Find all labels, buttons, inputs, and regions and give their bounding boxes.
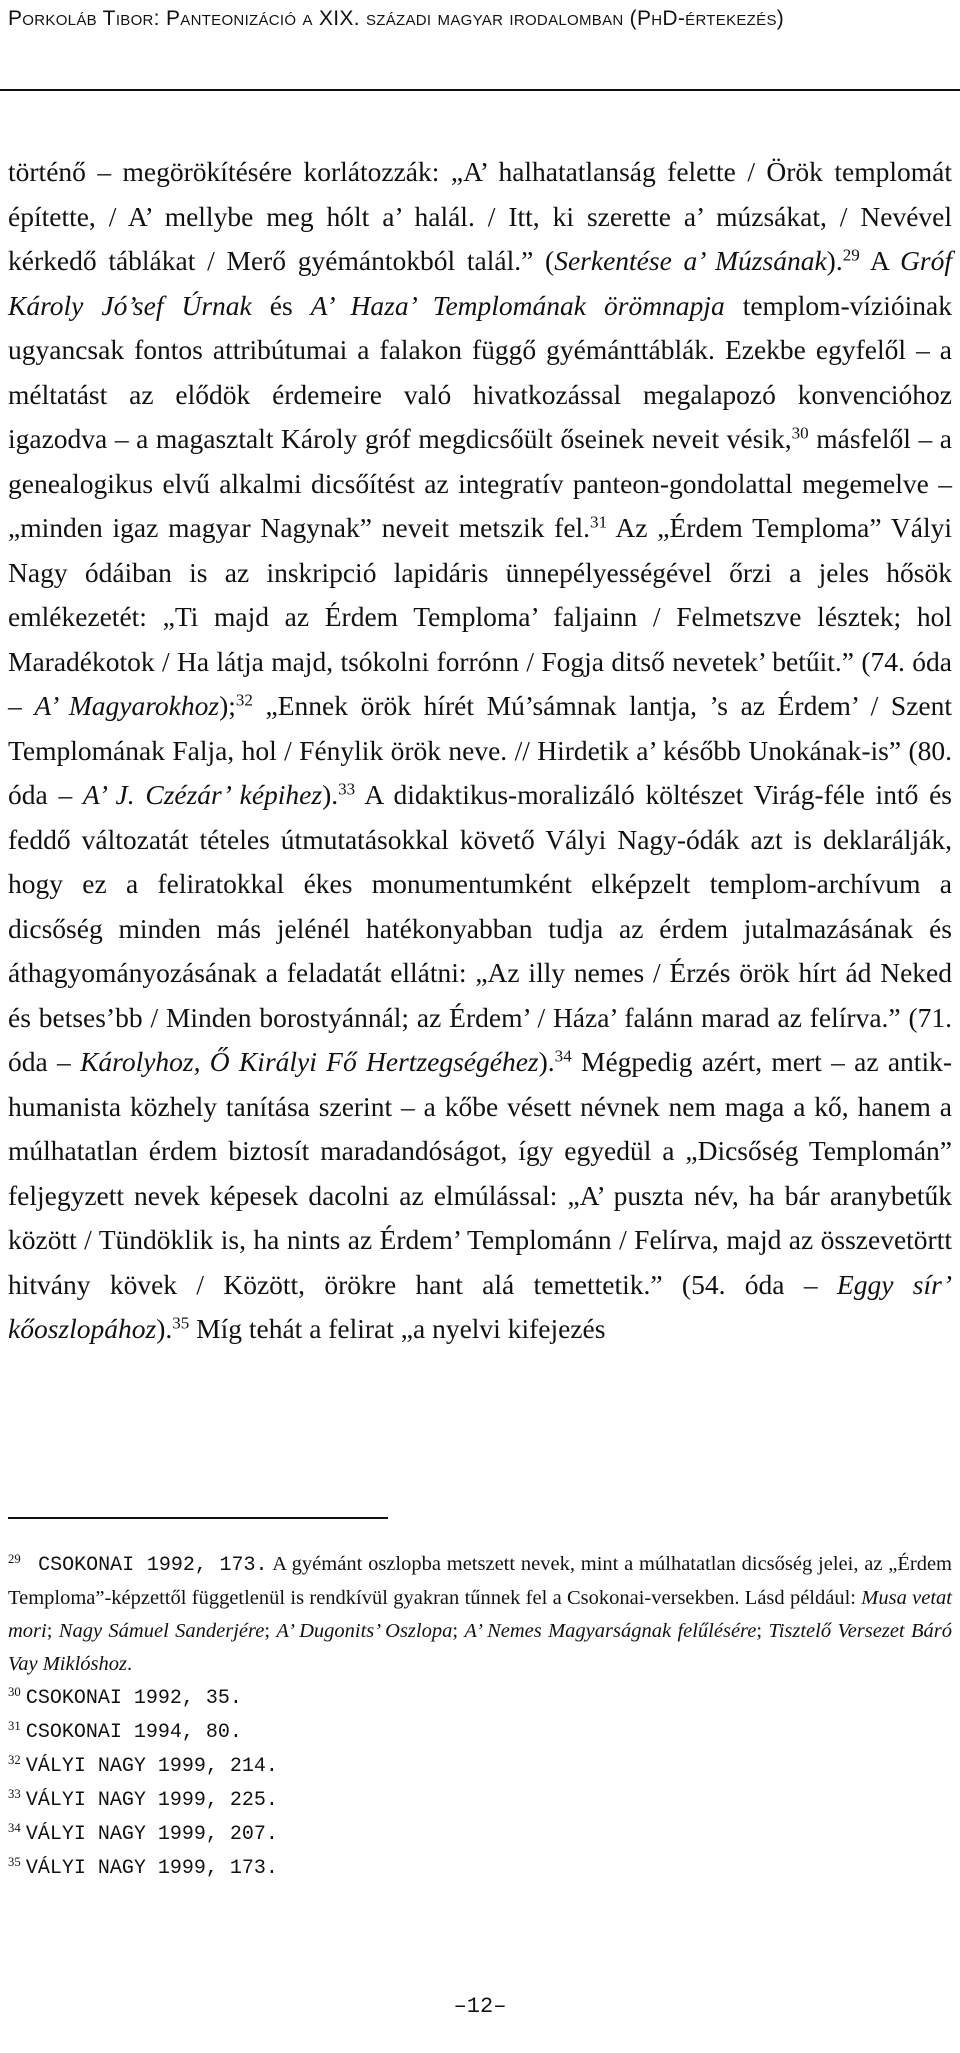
body-text-run: „Ennek örök hírét Mú’sámnak lantja, ’s az Érdem’ / Szent Templomának Falja, hol / Fénylik örök neve. // Hirdetik a’ később Unokának-is” (80. óda – — [8, 690, 953, 810]
work-title: Musa vetat mori — [8, 1587, 952, 1642]
body-text-run: ); — [219, 690, 236, 721]
footnote-29 — [8, 1548, 952, 1681]
footnote-ref-30[interactable]: 30 — [791, 423, 809, 443]
body-text-run: Míg tehát a felirat „a nyelvi kifejezés — [189, 1313, 606, 1344]
main-paragraph — [8, 150, 952, 1352]
page-number: –12– — [453, 1994, 507, 2019]
footnote-number: 29 — [8, 1552, 21, 1567]
work-title: A’ Magyarokhoz — [34, 690, 220, 721]
body-text-run: másfelől – a genealogikus elvű alkalmi dicsőítést az integratív panteon-gondolattal megemelve – „minden igaz magyar Nagynak” neveit metszik fel. — [8, 423, 952, 543]
body-text-run: A — [859, 245, 901, 276]
body-text-run: templom-vízióinak ugyancsak fontos attribútumai a falakon függő gyémánttáblák. Ezekbe egyfelől – a méltatást az elődök érdemeire való hivatkozással megalapozó konvencióhoz igazodva – a magasztalt Károly gróf megdicsőült őseinek neveit vésik, — [8, 289, 952, 454]
work-title: A’ Dugonits’ Oszlopa — [276, 1620, 453, 1642]
footnote-number: 33 — [8, 1787, 21, 1802]
footnote-32 — [8, 1749, 952, 1783]
footnote-34 — [8, 1817, 952, 1851]
work-title: A’ J. Czézár’ képihez — [82, 779, 323, 810]
footnote-31 — [8, 1715, 952, 1749]
body-text-run: és — [251, 289, 311, 321]
footnote-ref-34[interactable]: 34 — [554, 1046, 572, 1066]
footnote-text: A gyémánt oszlopba metszett nevek, mint a múlhatatlan dicsőség jelei, az „Érdem Temploma”-képzettől függetlenül is rendkívül gyakran tűnnek fel a Csokonai-versekben. Lásd például: — [8, 1553, 952, 1609]
footnote-citation: VÁLYI NAGY 1999, 173. — [25, 1857, 278, 1880]
body-text-run: ). — [156, 1313, 173, 1344]
footnote-number: 35 — [8, 1855, 21, 1870]
footnote-number: 32 — [8, 1753, 21, 1768]
body-text-run: ). — [322, 779, 339, 810]
footnote-citation: CSOKONAI 1992, 173. — [38, 1554, 268, 1577]
footnotes — [8, 1548, 952, 1885]
footnote-citation: CSOKONAI 1994, 80. — [25, 1721, 242, 1744]
footnote-number: 31 — [8, 1719, 21, 1734]
footnote-citation: CSOKONAI 1992, 35. — [25, 1687, 242, 1710]
header-rule — [0, 89, 960, 91]
work-title: Tisztelő Versezet Báró Vay Miklóshoz — [8, 1620, 952, 1675]
footnote-citation: VÁLYI NAGY 1999, 214. — [25, 1755, 278, 1778]
work-title: Nagy Sámuel Sanderjére — [58, 1620, 265, 1642]
footnote-number: 34 — [8, 1821, 21, 1836]
footnote-citation: VÁLYI NAGY 1999, 207. — [25, 1823, 278, 1846]
footnote-ref-35[interactable]: 35 — [172, 1313, 190, 1333]
work-title: Gróf Károly Jó’sef Úrnak — [8, 245, 953, 321]
footnote-text: ; — [264, 1620, 277, 1642]
footnote-number: 30 — [8, 1685, 21, 1700]
body-text-run: Mégpedig azért, mert – az antik-humanista közhely tanítása szerint – a kőbe vésett névnek nem maga a kő, hanem a múlhatatlan érdem biztosít maradandóságot, így egyedül a „Dicsőség Templomán” feljegyzett nevek képesek dacolni az elmúlással: „A’ puszta név, ha bár aranybetűk között / Tündöklik is, ha nints az Érdem’ Templománn / Felírva, majd az összevetörtt hitvány kövek / Között, örökre hant alá temettetik.” (54. óda – — [8, 1046, 952, 1300]
footnote-ref-32[interactable]: 32 — [235, 690, 253, 710]
footnote-text: ; — [756, 1620, 769, 1642]
footnote-30 — [8, 1681, 952, 1715]
body-text-run: történő – megörökítésére korlátozzák: „A’ halhatatlanság felette / Örök templomát építette, / A’ mellybe meg hólt a’ halál. / Itt, ki szerette a’ múzsákat, / Nevével kérkedő táblákat / Merő gyémántokból talál.” ( — [8, 156, 952, 276]
footnote-text: ; — [452, 1620, 465, 1642]
footnote-separator — [8, 1517, 388, 1519]
work-title: Károlyhoz, Ő Királyi Fő Hertzegségéhez — [80, 1046, 539, 1077]
footnote-ref-29[interactable]: 29 — [842, 245, 860, 265]
work-title: A’ Haza’ Templomának örömnapja — [310, 289, 725, 321]
body-text-run: A didaktikus-moralizáló költészet Virág-féle intő és feddő változatát tételes útmutatásokkal követő Vályi Nagy-ódák azt is deklarálják, hogy ez a feliratokkal ékes monumentumként elképzelt templom-archívum a dicsőség minden más jelénél hatékonyabban tudja az érdem jutalmazásának és áthagyományozásának a feladatát ellátni: „Az illy nemes / Érzés örök hírt ád Neked és betses’bb / Minden borostyánnál; az Érdem’ / Háza’ falánn marad az felírva.” (71. óda – — [8, 779, 952, 1077]
footnote-text: . — [127, 1653, 133, 1675]
work-title: A’ Nemes Magyarságnak felűlésére — [464, 1620, 757, 1642]
body-text-run: ). — [538, 1046, 555, 1077]
running-head: Porkoláb Tibor: Panteonizáció a XIX. századi magyar irodalomban (PhD-értekezés) — [8, 7, 785, 30]
footnote-citation: VÁLYI NAGY 1999, 225. — [25, 1789, 278, 1812]
footnote-ref-31[interactable]: 31 — [590, 512, 608, 532]
work-title: Eggy sír’ kőoszlopához — [8, 1268, 952, 1344]
body-text-run: ). — [826, 245, 843, 276]
footnote-text: ; — [46, 1620, 59, 1642]
footnote-ref-33[interactable]: 33 — [338, 779, 356, 799]
work-title: Serkentése a’ Múzsának — [554, 245, 827, 276]
footnote-33 — [8, 1783, 952, 1817]
body-text-run: Az „Érdem Temploma” Vályi Nagy ódáiban is az inskripció lapidáris ünnepélyességével őrzi a jeles hősök emlékezetét: „Ti majd az Érdem Temploma’ faljainn / Felmetszve lésztek; hol Maradékotok / Ha látja majd, tsókolni forrónn / Fogja ditső nevetek’ betűit.” (74. óda – — [8, 512, 952, 721]
footnote-35 — [8, 1851, 952, 1885]
